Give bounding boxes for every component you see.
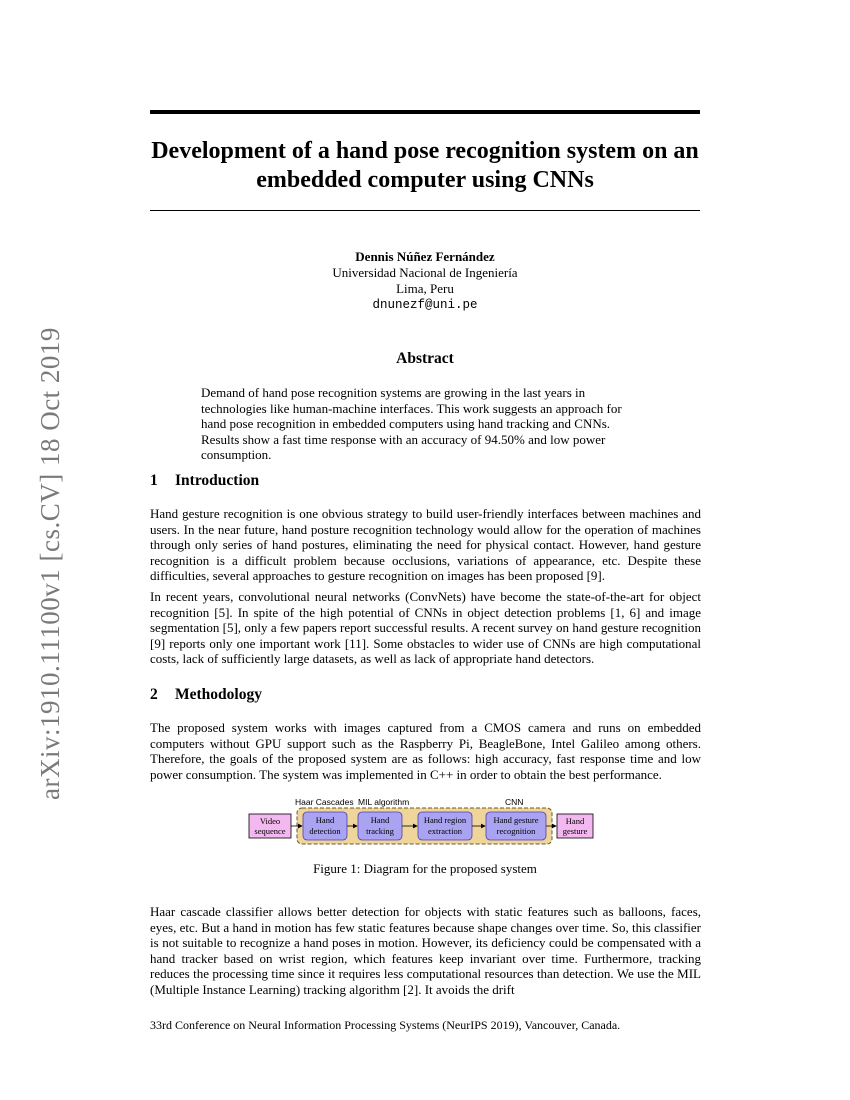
- block-output-line1: Hand: [565, 816, 585, 826]
- figure-1: [150, 796, 700, 846]
- system-diagram: [150, 796, 700, 846]
- block-output-line2: gesture: [562, 826, 588, 836]
- section-number: 2: [150, 686, 158, 703]
- block-region-line1: Hand region: [423, 815, 467, 825]
- block-recognition-line2: recognition: [496, 826, 536, 836]
- method-paragraph-1: The proposed system works with images captured from a CMOS camera and runs on embedded computers without GPU support such as the Raspberry Pi, BeagleBone, Intel Galileo among others. Therefore, the goals of the proposed system are as follows: high accuracy, fast response time and low power consumption. The system was implemented in C++ in order to obtain the best performance.: [150, 720, 701, 782]
- figure-1-caption: Figure 1: Diagram for the proposed system: [313, 861, 537, 876]
- block-video-line2: sequence: [254, 826, 286, 836]
- section-heading-introduction: [150, 472, 259, 490]
- block-recognition-line1: Hand gesture: [493, 815, 539, 825]
- label-mil-algorithm: MIL algorithm: [358, 797, 410, 807]
- method-paragraph-2: Haar cascade classifier allows better detection for objects with static features such as balloons, faces, eyes, etc. But a hand in motion has few static features because shape changes over time. So, this classifier is not suitable to recognize a hand poses in motion. However, its deficiency could be compensated with a hand tracker based on wrist region, which features keep invariant over time. Furthermore, tracking reduces the processing time since it requires less computational resources than detection. We use the MIL (Multiple Instance Learning) tracking algorithm [2]. It avoids the drift: [150, 904, 701, 997]
- abstract-text: Demand of hand pose recognition systems are growing in the last years in technologies like human-machine interfaces. This work suggests an approach for hand pose recognition in embedded computers using hand tracking and CNNs. Results show a fast time response with an accuracy of 94.50% and low power consumption.: [201, 385, 622, 462]
- section-title: Methodology: [175, 686, 262, 703]
- label-cnn: CNN: [505, 797, 524, 807]
- block-video-line1: Video: [259, 816, 281, 826]
- intro-paragraph-1: Hand gesture recognition is one obvious strategy to build user-friendly interfaces between machines and users. In the near future, hand posture recognition technology would allow for the operation of machines through only series of hand postures, eliminating the need for physical contact. However, hand gesture recognition is a difficult problem because occlusions, variations of appearance, etc. Despite these difficulties, several approaches to gesture recognition on images has been proposed [9].: [150, 506, 701, 583]
- block-region-line2: extraction: [428, 826, 462, 836]
- intro-paragraph-2: In recent years, convolutional neural networks (ConvNets) have become the state-of-the-art for object recognition [5]. In spite of the high potential of CNNs in object detection problems [1, 6] and image segmentation [5], only a few papers report successful results. A recent survey on hand gesture recognition [9] reports only one important work [11]. Some obstacles to wider use of CNNs are high computational costs, lack of sufficiently large datasets, as well as lack of appropriate hand detectors.: [150, 589, 701, 666]
- author-affiliation: Universidad Nacional de Ingeniería: [332, 265, 518, 280]
- block-detection-line2: detection: [309, 826, 341, 836]
- author-name: Dennis Núñez Fernández: [355, 249, 495, 264]
- title-rule-top: [150, 110, 700, 114]
- abstract-heading: Abstract: [396, 350, 454, 367]
- section-title: Introduction: [175, 472, 260, 489]
- author-block: [150, 249, 700, 313]
- section-heading-methodology: [150, 686, 262, 704]
- arxiv-identifier: arXiv:1910.11100v1 [cs.CV] 18 Oct 2019: [35, 327, 65, 800]
- paper-title: Development of a hand pose recognition system on an embedded computer using CNNs: [151, 138, 699, 193]
- author-email[interactable]: dnunezf@uni.pe: [372, 298, 478, 312]
- label-haar-cascades: Haar Cascades: [295, 797, 354, 807]
- block-tracking-line1: Hand: [370, 815, 390, 825]
- block-tracking-line2: tracking: [366, 826, 394, 836]
- title-rule-bottom: [150, 210, 700, 211]
- author-location: Lima, Peru: [396, 281, 454, 296]
- block-detection-line1: Hand: [315, 815, 335, 825]
- section-number: 1: [150, 472, 158, 489]
- conference-footnote: 33rd Conference on Neural Information Processing Systems (NeurIPS 2019), Vancouver, Canada.: [150, 1018, 621, 1032]
